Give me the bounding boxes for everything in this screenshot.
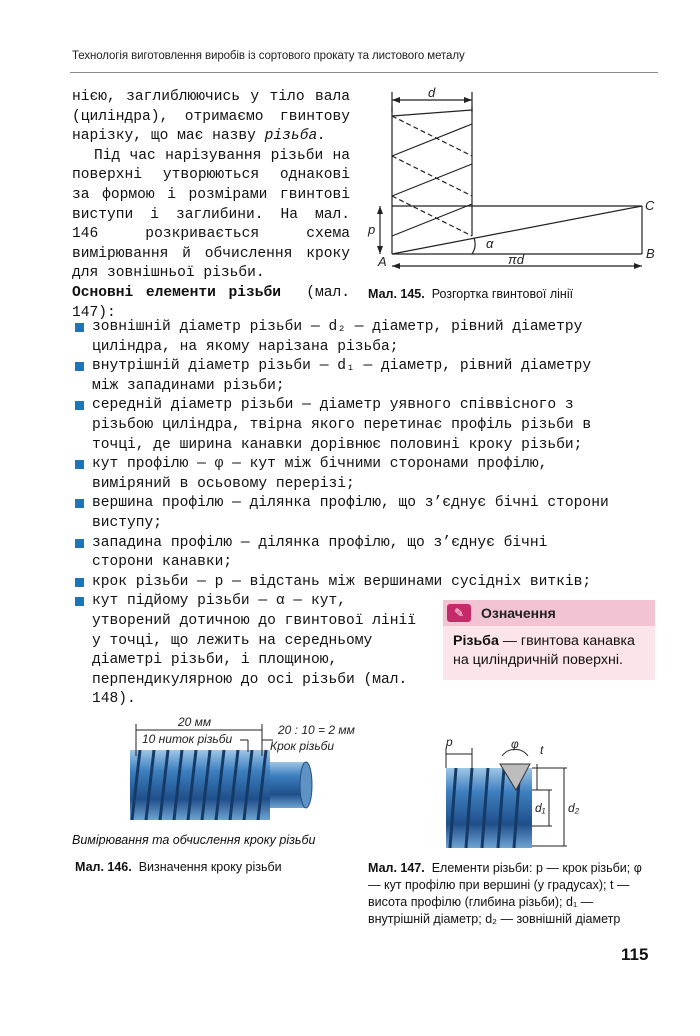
running-header: Технологія виготовлення виробів із сортового прокату та листового металу (72, 50, 465, 62)
fig145-label-p: p (368, 222, 376, 237)
fig145-label-d: d (428, 86, 436, 100)
intro-paragraph-1: нією, заглиблюючись у тіло вала (циліндра), отримаємо гвинтову нарізку, що має назву різьба. (72, 89, 350, 145)
intro-paragraph-3: Основні елементи різьби (мал. 147): (72, 284, 350, 321)
fig147-label-phi: φ (511, 737, 519, 751)
fig146-label-calc: 20 : 10 = 2 мм (278, 723, 355, 737)
definition-box (443, 600, 655, 700)
figure-147-diagram (432, 728, 582, 848)
fig145-caption: Мал. 145. Розгортка гвинтової лінії (368, 287, 574, 301)
list-item: зовнішній діаметр різьби — d₂ — діаметр, рівний діаметру циліндра, на якому нарізана різьба; (72, 318, 612, 357)
fig147-label-d1: d₁ (535, 801, 546, 815)
fig147-label-p: p (446, 735, 453, 749)
list-item: крок різьби — p — відстань між вершинами сусідніх витків; (72, 573, 612, 593)
bullet-square-icon (75, 578, 84, 587)
eraser-icon: ✎ (447, 604, 471, 622)
bullet-square-icon (75, 401, 84, 410)
fig145-label-a: A (378, 254, 387, 269)
list-item: вершина профілю — ділянка профілю, що з’єднує бічні сторони виступу; (72, 494, 612, 533)
list-item: западина профілю — ділянка профілю, що з’єднує бічні сторони канавки; (72, 534, 612, 573)
list-item: середній діаметр різьби — діаметр уявного співвісного з різьбою циліндра, твірна якого перетинає профіль різьби в точці, де ширина канавки дорівнює половині кроку різьби; (72, 396, 612, 455)
fig147-label-d2: d₂ (568, 801, 580, 815)
fig145-label-alpha: α (486, 236, 494, 251)
fig146-italic-caption: Вимірювання та обчислення кроку різьби (72, 833, 316, 847)
list-item: кут профілю — φ — кут між бічними сторонами профілю, виміряний в осьовому перерізі; (72, 455, 612, 494)
definition-title: Означення (481, 605, 556, 621)
fig147-caption: Мал. 147. Елементи різьби: p — крок різьби; φ — кут профілю при вершині (у градусах); t — висота профілю (глибина різьби); d₁ — внутрішній діаметр; d₂ — зовнішній діаметр (368, 861, 642, 926)
list-item: внутрішній діаметр різьби — d₁ — діаметр, рівний діаметру між западинами різьби; (72, 357, 612, 396)
bullet-square-icon (75, 499, 84, 508)
fig145-label-pid: πd (508, 252, 524, 267)
fig145-label-b: B (646, 246, 655, 261)
fig146-label-20mm: 20 мм (178, 715, 212, 729)
list-item: кут підйому різьби — α — кут, утворений дотичною до гвинтової лінії у точці, що лежить на середньому діаметрі різьби, і площиною, перпендикулярною до осі різьби (мал. 148). (72, 592, 422, 710)
bullet-square-icon (75, 362, 84, 371)
term-rizba: різьба. (264, 128, 326, 145)
definition-body: Різьба — гвинтова канавка на циліндричній поверхні. (443, 626, 655, 680)
intro-paragraph-2: Під час нарізування різьби на поверхні утворюються однакові за формою і розмірами гвинтові виступи і заглибини. На мал. 146 розкривається схема вимірювання й обчислення кроку для зовнішньої різьби. (72, 147, 350, 282)
definition-header (443, 600, 655, 626)
fig145-label-c: C (645, 198, 655, 213)
figure-146-diagram (128, 712, 388, 827)
bullet-square-icon (75, 539, 84, 548)
figure-145-diagram (360, 86, 660, 276)
fig146-label-step: Крок різьби (270, 739, 335, 753)
page-number: 115 (621, 945, 649, 964)
bullet-square-icon (75, 597, 84, 606)
fig146-caption: Мал. 146. Визначення кроку різьби (75, 860, 282, 874)
fig146-label-10threads: 10 ниток різьби (142, 732, 233, 746)
bullet-square-icon (75, 323, 84, 332)
header-rule (70, 72, 658, 73)
bullet-square-icon (75, 460, 84, 469)
fig147-label-t: t (540, 743, 544, 757)
intro-text (72, 88, 350, 323)
